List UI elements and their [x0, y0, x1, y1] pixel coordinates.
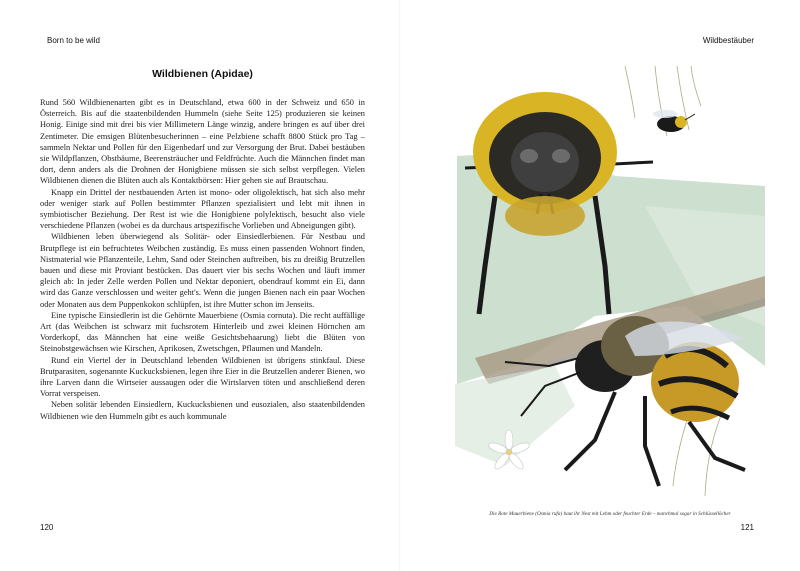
running-header-left: Born to be wild — [47, 36, 100, 45]
bee-illustration — [445, 66, 765, 506]
book-gutter — [399, 0, 401, 571]
paragraph: Rund ein Viertel der in Deutschland lebenden Wildbienen ist übrigens stinkfaul. Diese Brutparasiten, sogenannte Kuckucksbienen, legen ihre Eier in die Brutzellen anderer Bienen, wo ihre Larven dann die Wirtseier aussaugen oder die Wirtslarven töten und anschließend deren Vorrat verspeisen. — [40, 355, 365, 399]
page-number-right: 121 — [740, 523, 754, 532]
paragraph: Neben solitär lebenden Einsiedlern, Kuckucksbienen und eusozialen, also staatenbildenden Wildbienen wie den Hummeln gibt es auch kommunale — [40, 400, 365, 421]
body-text — [40, 97, 365, 422]
running-header-right: Wildbestäuber — [702, 36, 754, 45]
paragraph: Knapp ein Drittel der nestbauenden Arten ist mono- oder oligolektisch, hat sich also mehr oder weniger stark auf Pollen bestimmter Pflanzen spezialisiert und lebt mit ihnen in symbiotischer Beziehung. Der Rest ist wie die Honigbiene polylektisch, besucht also viele verschiedene Pflanzen (wobei es da durchaus artspezifische Vorlieben und Abneigungen gibt). — [40, 187, 365, 231]
paragraph: Rund 560 Wildbienenarten gibt es in Deutschland, etwa 600 in der Schweiz und 650 in Österreich. Bis auf die staatenbildenden Hummeln (siehe Seite 125) produzieren sie keinen Honig. Einige sind mit drei bis vier Millimetern Länge winzig, andere bringen es auf über drei Zentimeter. Die emsigen Blütenbesucherinnen – eine Pelzbiene schafft 8800 Stück pro Tag – sammeln Nektar und Pollen für den Eigenbedarf und zur Versorgung der Brut. Dabei bestäuben sie Wildpflanzen, Obstbäume, Beerensträucher und Feldfrüchte. Auch die Männchen findet man dort, denn anders als die Drohnen der Honigbiene müssen sie sich selbst verpflegen. Vielen Wildbienen dienen die Blüten auch als Kontaktbörsen: Hier gehen sie auf Brautschau. — [40, 98, 365, 186]
image-caption: Die Rote Mauerbiene (Osmia rufa) baut ihr Nest mit Lehm oder feuchter Erde – manchmal sogar in Schlüssellöcher — [489, 511, 731, 517]
section-title: Wildbienen (Apidae) — [152, 68, 253, 80]
paragraph: Eine typische Einsiedlerin ist die Gehörnte Mauerbiene (Osmia cornuta). Die recht auffällige Art (das Weibchen ist schwarz mit fuchsrotem Hinterleib und zwei kleinen Hörnchen am Vorderkopf, das Männchen hat eine weiße Gesichtsbehaarung) liebt die Blüten von Steinobstgewächsen wie Kirschen, Aprikosen, Zwetschgen, Pflaumen und Mandeln. — [40, 310, 365, 354]
paragraph: Wildbienen leben überwiegend als Solitär- oder Einsiedlerbienen. Für Nestbau und Brutpflege ist ein befruchtetes Weibchen zuständig. Es muss einen passenden Wohnort finden, Nistmaterial wie Pflanzenteile, Lehm, Sand oder Steinchen auftreiben, bis zu dreißig Brutzellen bauen und diese mit Proviant bestücken. Das dauert vier bis sechs Wochen und läuft immer gleich ab: In jeder Zelle werden Pollen und Nektar deponiert, obendrauf kommt ein Ei, dann wird das Ganze verschlossen und weiter geht's. Wenn die jungen Bienen nach ein paar Wochen oder Monaten aus dem Puppenkokon schlüpfen, ist ihre Mutter schon im Jenseits. — [40, 232, 365, 309]
page-number-left: 120 — [40, 523, 54, 532]
